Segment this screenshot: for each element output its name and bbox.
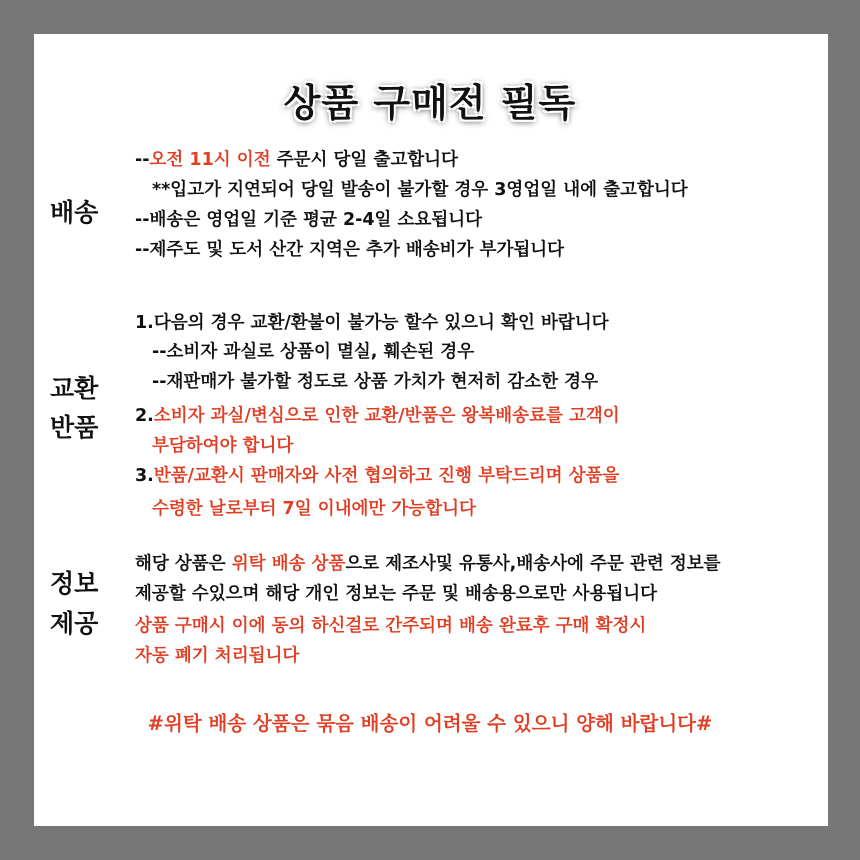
page-title: 상품 구매전 필독	[283, 81, 577, 125]
shipping-line-1-rest: 주문시 당일 출고합니다	[270, 150, 458, 170]
exchange-item-2-text: 소비자 과실/변심으로 인한 교환/반품은 왕복배송료를 고객이	[153, 406, 620, 426]
info-line-3: 상품 구매시 이에 동의 하신걸로 간주되며 배송 완료후 구매 확정시	[135, 616, 647, 636]
exchange-item-1-sub-2: --재판매가 불가할 정도로 상품 가치가 현저히 감소한 경우	[152, 372, 598, 392]
info-consignment-text: 위탁 배송 상품	[231, 554, 346, 574]
exchange-item-3-number: 3.	[135, 466, 154, 486]
info-line-2: 제공할 수있으며 해당 개인 정보는 주문 및 배송용으로만 사용됩니다	[135, 584, 658, 604]
exchange-label-1: 교환	[50, 374, 99, 403]
shipping-label: 배송	[50, 198, 99, 227]
info-line-1-rest: 으로 제조사및 유통사,배송사에 주문 관련 정보를	[345, 554, 721, 574]
info-line-1-prefix: 해당 상품은	[135, 554, 232, 574]
shipping-line-4: --제주도 및 도서 산간 지역은 추가 배송비가 부가됩니다	[135, 240, 565, 260]
shipping-line-2: **입고가 지연되어 당일 발송이 불가할 경우 3영업일 내에 출고합니다	[152, 180, 688, 200]
exchange-item-3-line-2: 수령한 날로부터 7일 이내에만 가능합니다	[152, 499, 476, 519]
exchange-item-2-line-2: 부담하여야 합니다	[152, 436, 294, 456]
info-label-1: 정보	[50, 569, 99, 598]
exchange-item-2	[135, 406, 620, 426]
info-line-1	[135, 554, 721, 574]
footer-notice: #위탁 배송 상품은 묶음 배송이 어려울 수 있으니 양해 바랍니다#	[147, 712, 713, 735]
info-label-2: 제공	[50, 609, 99, 638]
exchange-item-3	[135, 466, 619, 486]
exchange-item-3-text: 반품/교환시 판매자와 사전 협의하고 진행 부탁드리며 상품을	[153, 466, 620, 486]
shipping-line-1-prefix: --	[135, 150, 150, 170]
exchange-item-1: 1.다음의 경우 교환/환불이 불가능 할수 있으니 확인 바랍니다	[135, 313, 609, 333]
exchange-item-2-number: 2.	[135, 406, 154, 426]
shipping-line-1	[135, 150, 458, 170]
exchange-item-1-sub-1: --소비자 과실로 상품이 멸실, 훼손된 경우	[152, 342, 475, 362]
shipping-cutoff-time: 오전 11시 이전	[149, 150, 271, 170]
shipping-line-3: --배송은 영업일 기준 평균 2-4일 소요됩니다	[135, 210, 483, 230]
exchange-label-2: 반품	[50, 413, 99, 442]
info-line-4: 자동 폐기 처리됩니다	[135, 646, 300, 666]
